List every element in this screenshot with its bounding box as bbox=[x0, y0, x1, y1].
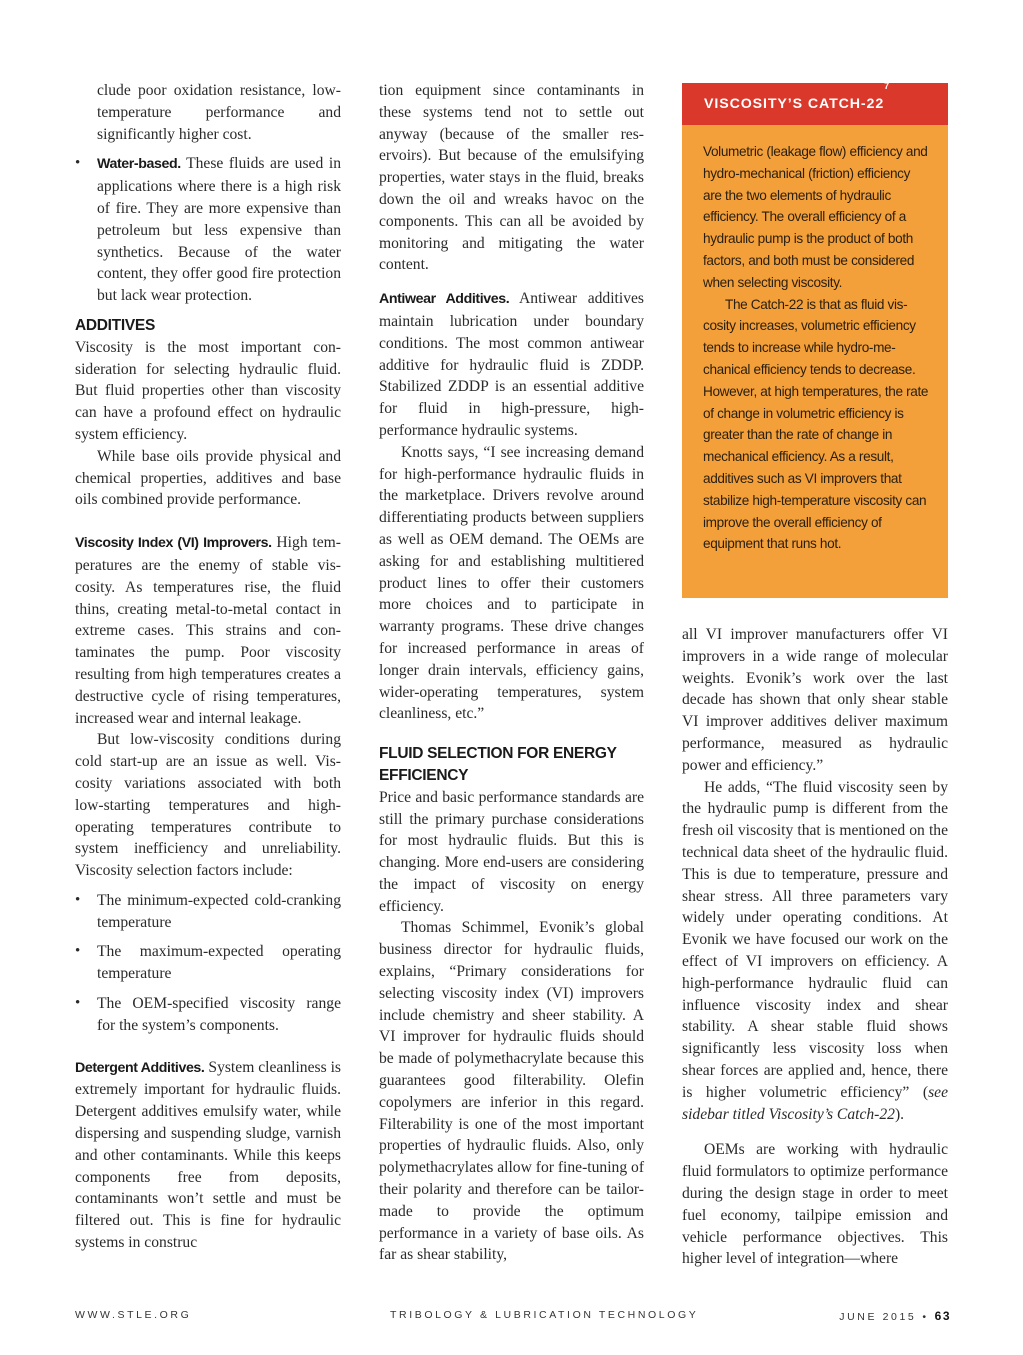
paragraph-text: System cleanliness is extremely important for hydraulic fluids. Detergent additives emulsify water, while dispersing and suspending sludge, varnish and other contaminants. While this keeps components free from deposits, contaminants won’t settle and must be filtered out. This is fine for hydraulic systems in construc bbox=[75, 1058, 341, 1252]
paragraph: While base oils provide physical and chemical properties, additives and base oils combined provide performance. bbox=[75, 447, 341, 509]
article-column-1 bbox=[75, 80, 341, 1254]
paragraph bbox=[379, 288, 644, 442]
sidebar-body bbox=[682, 125, 948, 555]
paragraph: Price and basic performance standards are still the primary purchase considerations for most hydraulic fluids. But this is changing. More end-users are considering the impact of viscosity on energy efficiency. bbox=[379, 788, 644, 915]
run-in-heading: Antiwear Additives. bbox=[379, 291, 510, 308]
list-item-text: These fluids are used in applications where there is a high risk of fire. They are more expensive than petroleum but less expensive than synthetics. Because of the water content, they offer good fire protection but lack wear protection. bbox=[97, 155, 341, 305]
sidebar-paragraph: The Catch-22 is that as fluid viscosity increases, volumetric efficiency tends to increase while hydro-mechanical efficiency tends to decrease. However, at high temperatures, the rate of change in volumetric efficiency is greater than the rate of change in mechanical efficiency. As a result, additives such as VI improvers that stabilize high-temperature viscosity can improve the overall efficiency of equipment that runs hot. bbox=[703, 296, 929, 552]
paragraph: Knotts says, “I see increasing demand for high-performance hydraulic fluids in the marketplace. Drivers revolve around differentiating products between suppliers as well as OEM demand. The OEMs are asking for and establishing multitiered product lines to offer their customers more choices and to participate in warranty programs. These drive changes for increased performance in areas of longer drain intervals, efficiency gains, wider-operating temperatures, system cleanliness, etc.” bbox=[379, 443, 644, 723]
paragraph-text: He adds, “The fluid viscosity seen by the hydraulic pump is different from the fresh oil viscosity that is mentioned on the technical data sheet of the hydraulic fluid. This is due to temperature, pressure and shear stress. All three parameters vary widely under operating conditions. At Evonik we have focused our work on the effect of VI improvers on efficiency. A high-performance hydraulic fluid can influence viscosity index and shear stability. A shear stable fluid shows significantly less viscosity loss when shear forces are applied and, hence, there is higher volumetric efficiency” ( bbox=[682, 778, 948, 1101]
footer-separator: • bbox=[922, 1311, 929, 1323]
article-column-3 bbox=[682, 624, 948, 1270]
run-in-heading: Water-based. bbox=[97, 156, 181, 173]
footer-magazine-title: TRIBOLOGY & LUBRICATION TECHNOLOGY bbox=[390, 1309, 699, 1321]
footer-website: WWW.STLE.ORG bbox=[75, 1309, 192, 1321]
paragraph: But low-viscosity conditions during cold start-up are an issue as well. Viscosity variations associated with both low-starting temperatures and high-operating temperatures contribute to system inefficiency and unreliability. Viscosity selection factors include: bbox=[75, 731, 341, 880]
paragraph-text: Antiwear additives maintain lubrication under boundary conditions. The most common antiwear additive for hydraulic fluid is ZDDP. Stabilized ZDDP is an essential additive for fluid in high-pressure, high-performance hydraulic systems. bbox=[379, 290, 644, 439]
sidebar-title bbox=[682, 83, 948, 125]
footer-date: JUNE 2015 bbox=[839, 1311, 917, 1323]
paragraph: clude poor oxidation resistance, low-temperature performance and significantly higher cost. bbox=[97, 82, 341, 143]
footer-date-page bbox=[839, 1309, 951, 1323]
paragraph bbox=[682, 777, 948, 1126]
paragraph bbox=[75, 1057, 341, 1254]
article-column-2 bbox=[379, 80, 644, 1266]
list-item bbox=[75, 993, 341, 1037]
section-heading-additives: ADDITIVES bbox=[75, 316, 155, 334]
run-in-heading: Viscosity Index (VI) Improvers. bbox=[75, 535, 272, 552]
section-heading-fluid-selection: FLUID SELECTION FOR ENERGY EFFICIENCY bbox=[379, 745, 617, 784]
viscosity-factors-list bbox=[75, 890, 341, 1037]
list-item bbox=[75, 941, 341, 985]
bullet-icon: • bbox=[75, 943, 81, 960]
list-item bbox=[75, 890, 341, 934]
footnote-ref: 7 bbox=[884, 81, 891, 91]
bullet-icon: • bbox=[75, 155, 81, 172]
bullet-icon: • bbox=[75, 891, 81, 908]
list-item bbox=[75, 153, 341, 307]
sidebar-paragraph: Volumetric (leakage flow) efficiency and hydro-mechanical (friction) efficiency are the two elements of hydraulic efficiency. The overall efficiency of a hydraulic pump is the product of both factors, and both must be considered when selecting viscosity. bbox=[703, 144, 928, 290]
paragraph bbox=[75, 532, 341, 729]
sidebar-title-text: VISCOSITY’S CATCH-22 bbox=[704, 96, 885, 112]
list-item-text: The minimum-expected cold-cranking temperature bbox=[97, 891, 341, 931]
run-in-heading: Detergent Additives. bbox=[75, 1059, 205, 1076]
paragraph-text: High temperatures are the enemy of stable viscosity. As temperatures rise, the fluid thins, creating metal-to-metal contact in extreme cases. This strains and contaminates the pump. Poor viscosity resulting from high temperatures creates a destructive cycle of rising temperatures, increased wear and internal leakage. bbox=[75, 534, 341, 727]
paragraph: Viscosity is the most important consideration for selecting hydraulic fluid. But fluid properties other than viscosity can have a profound effect on hydraulic system efficiency. bbox=[75, 338, 341, 443]
list-item-text: The maximum-expected operating temperature bbox=[97, 943, 341, 983]
list-item-text: The OEM-specified viscosity range for the system’s components. bbox=[97, 995, 341, 1034]
sidebar-reference: see sidebar titled Viscosity’s Catch-22 bbox=[682, 1083, 948, 1123]
paragraph: all VI improver manufacturers offer VI improvers in a wide range of molecular weights. Evonik’s work over the last decade has shown that only shear stable VI improver additives deliver maximum performance, measured as hydraulic power and efficiency.” bbox=[682, 626, 948, 774]
paragraph: tion equipment since contaminants in these systems tend not to settle out anyway (because of the smaller reservoirs). But because of the emulsifying properties, water stays in the fluid, breaks down the oil and wreaks havoc on the components. This can all be avoided by monitoring and mitigating the water content. bbox=[379, 82, 644, 274]
fluid-type-list bbox=[75, 153, 341, 307]
paragraph: Thomas Schimmel, Evonik’s global business director for hydraulic fluids, explains, “Primary considerations for selecting viscosity index (VI) improvers include chemistry and sheer stability. A VI improver for hydraulic fluids should be made of polymethacrylate because this guarantees good filterability. Olefin copolymers are inferior in this regard. Filterability is one of the most important properties of hydraulic fluids. Also, only polymethacrylates allow for fine-tuning of their polarity and therefore can be tailor-made to provide the optimum performance in a variety of base oils. As far as shear stability, bbox=[379, 919, 645, 1264]
bullet-icon: • bbox=[75, 995, 81, 1012]
page-number: 63 bbox=[934, 1309, 951, 1323]
paragraph-text: ). bbox=[894, 1105, 905, 1123]
sidebar-box bbox=[682, 83, 948, 598]
paragraph: OEMs are working with hydraulic fluid formulators to optimize performance during the design stage in order to meet fuel economy, tailpipe emission and vehicle performance objectives. This higher level of integration—where bbox=[682, 1141, 948, 1268]
